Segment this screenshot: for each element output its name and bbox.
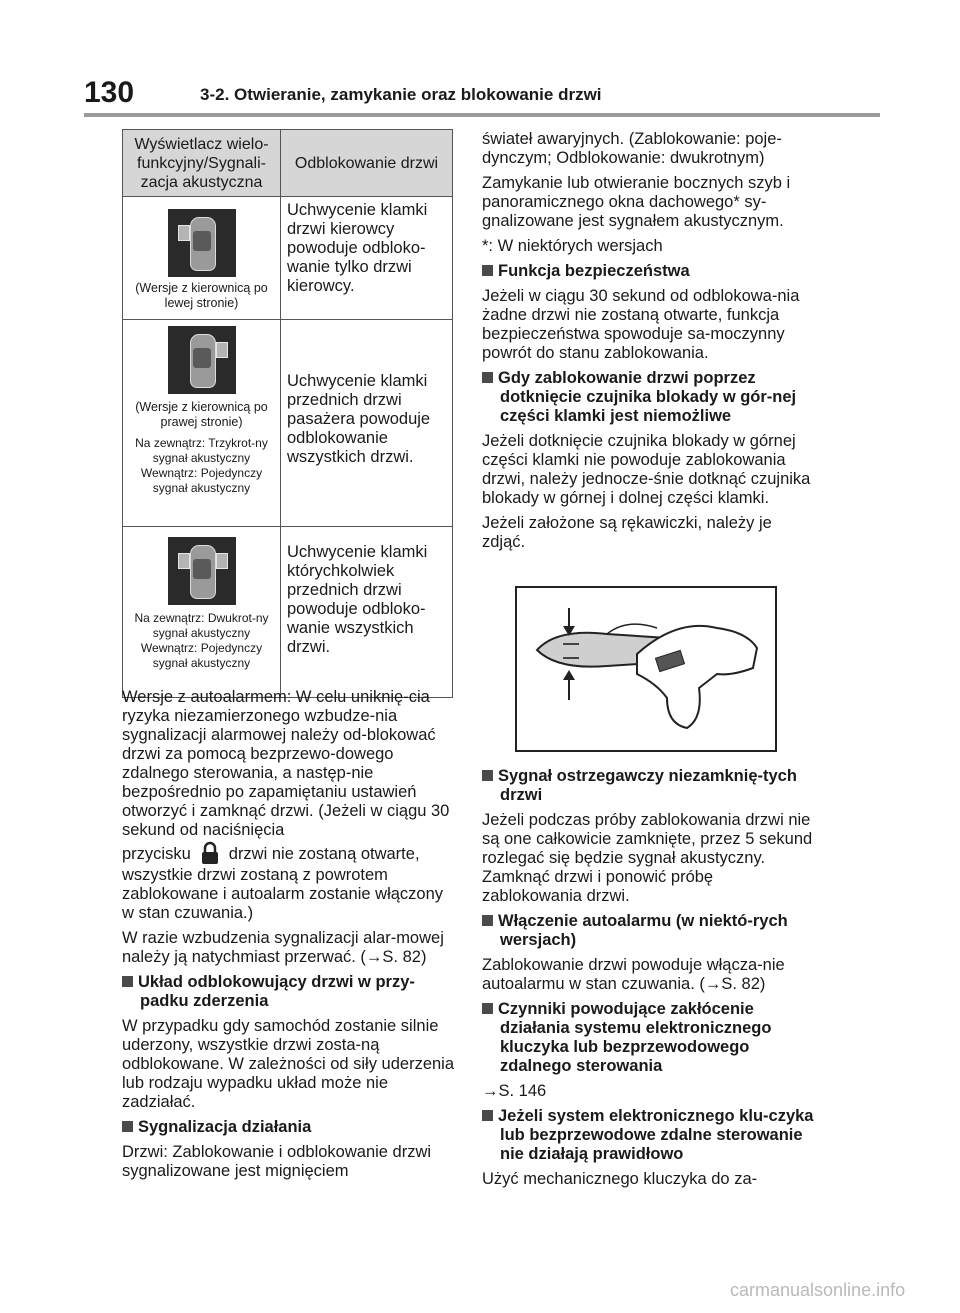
paragraph: →S. 146 xyxy=(482,1082,547,1100)
table-cell-desc: Uchwycenie klamki drzwi kierowcy powoduje odbloko-wanie tylko drzwi kierowcy. xyxy=(281,197,453,320)
paragraph: Jeżeli założone są rękawiczki, należy je zdjąć. xyxy=(482,514,772,551)
paragraph: Wersje z autoalarmem: W celu uniknię-cia ryzyka niezamierzonego wzbudze-nia sygnalizacji alarmowej należy od-blokować drzwi za pomocą bezprzewo-dowego zdalnego sterowania, a następ-nie bezpośrednio po zapamiętaniu ustawień otworzyć i zamknąć drzwi. (Jeżeli w ciągu 30 sekund od naciśnięcia przycisku drzwi nie zostaną otwarte, wszystkie drzwi zostaną z powrotem zablokowane i autoalarm zostanie włączony w stan czuwania.) xyxy=(122,688,450,922)
paragraph: świateł awaryjnych. (Zablokowanie: poje-dynczym; Odblokowanie: dwukrotnym) xyxy=(482,130,782,167)
row-caption: (Wersje z kierownicą po lewej stronie) xyxy=(135,281,268,310)
paragraph: Jeżeli podczas próby zablokowania drzwi nie są one całkowicie zamknięte, przez 5 sekund rozlegać się będzie sygnał akustyczny. Zamknąć drzwi i ponowić próbę zablokowania drzwi. xyxy=(482,811,813,905)
right-text-column xyxy=(482,130,817,558)
section-heading: Sygnalizacja działania xyxy=(122,1118,457,1137)
table-header-unlock: Odblokowanie drzwi xyxy=(281,130,453,197)
car-display-icon xyxy=(168,209,236,277)
section-title: 3-2. Otwieranie, zamykanie oraz blokowanie drzwi xyxy=(200,85,602,104)
paragraph: Jeżeli w ciągu 30 sekund od odblokowa-nia żadne drzwi nie zostaną otwarte, funkcja bezpieczeństwa spowoduje sa-moczynny powrót do stanu zablokowania. xyxy=(482,287,800,362)
table-cell-display xyxy=(123,197,281,320)
paragraph: Zablokowanie drzwi powoduje włącza-nie autoalarmu w stan czuwania. (→S. 82) xyxy=(482,956,785,993)
watermark[interactable]: carmanualsonline.info xyxy=(730,1280,906,1300)
signal-info: Na zewnątrz: Dwukrot-ny sygnał akustyczny Wewnątrz: Pojedynczy sygnał akustyczny xyxy=(134,611,269,670)
section-heading: Funkcja bezpieczeństwa xyxy=(482,262,817,281)
footnote: *: W niektórych wersjach xyxy=(482,237,663,255)
table-cell-desc: Uchwycenie klamki którychkolwiek przednich drzwi powoduje odbloko-wanie wszystkich drzwi. xyxy=(281,527,453,698)
table-cell-display xyxy=(123,320,281,527)
right-text-column-lower xyxy=(482,763,817,1195)
section-heading: Gdy zablokowanie drzwi poprzez dotknięcie czujnika blokady w gór-nej części klamki jest niemożliwe xyxy=(482,369,817,426)
lock-icon xyxy=(197,840,223,866)
left-text-column xyxy=(122,688,457,1187)
car-display-icon xyxy=(168,537,236,605)
unlock-feature-table xyxy=(122,129,453,698)
row-caption: (Wersje z kierownicą po prawej stronie) xyxy=(135,400,268,429)
paragraph: Drzwi: Zablokowanie i odblokowanie drzwi sygnalizowane jest mignięciem xyxy=(122,1143,432,1180)
signal-info: Na zewnątrz: Trzykrot-ny sygnał akustyczny Wewnątrz: Pojedynczy sygnał akustyczny xyxy=(135,436,268,495)
section-heading: Sygnał ostrzegawczy niezamknię-tych drzwi xyxy=(482,767,817,805)
table-cell-display xyxy=(123,527,281,698)
section-heading: Układ odblokowujący drzwi w przy-padku zderzenia xyxy=(122,973,457,1011)
section-heading: Jeżeli system elektronicznego klu-czyka lub bezprzewodowe zdalne sterowanie nie działają prawidłowo xyxy=(482,1107,817,1164)
paragraph: Zamykanie lub otwieranie bocznych szyb i panoramicznego okna dachowego* sy-gnalizowane jest sygnałem akustycznym. xyxy=(482,174,791,230)
table-header-display: Wyświetlacz wielo-funkcyjny/Sygnali-zacja akustyczna xyxy=(123,130,281,197)
page-number: 130 xyxy=(84,76,135,109)
paragraph: Jeżeli dotknięcie czujnika blokady w górnej części klamki nie powoduje zablokowania drzwi, należy jednocze-śnie dotknąć czujnika blokady w górnej i dolnej części klamki. xyxy=(482,432,811,507)
paragraph: W razie wzbudzenia sygnalizacji alar-mowej należy ją natychmiast przerwać. (→S. 82) xyxy=(122,929,444,966)
header-rule xyxy=(84,113,880,117)
section-heading: Czynniki powodujące zakłócenie działania systemu elektronicznego kluczyka lub bezprzewodowego zdalnego sterowania xyxy=(482,1000,817,1076)
table-cell-desc: Uchwycenie klamki przednich drzwi pasażera powoduje odblokowanie wszystkich drzwi. xyxy=(281,320,453,527)
car-display-icon xyxy=(168,326,236,394)
paragraph: Użyć mechanicznego kluczyka do za- xyxy=(482,1170,758,1188)
door-handle-illustration xyxy=(515,586,777,752)
paragraph: W przypadku gdy samochód zostanie silnie uderzony, wszystkie drzwi zosta-ną odblokowane. W zależności od siły uderzenia lub rodzaju wypadku układ może nie zadziałać. xyxy=(122,1017,455,1111)
section-heading: Włączenie autoalarmu (w niektó-rych wersjach) xyxy=(482,912,817,950)
